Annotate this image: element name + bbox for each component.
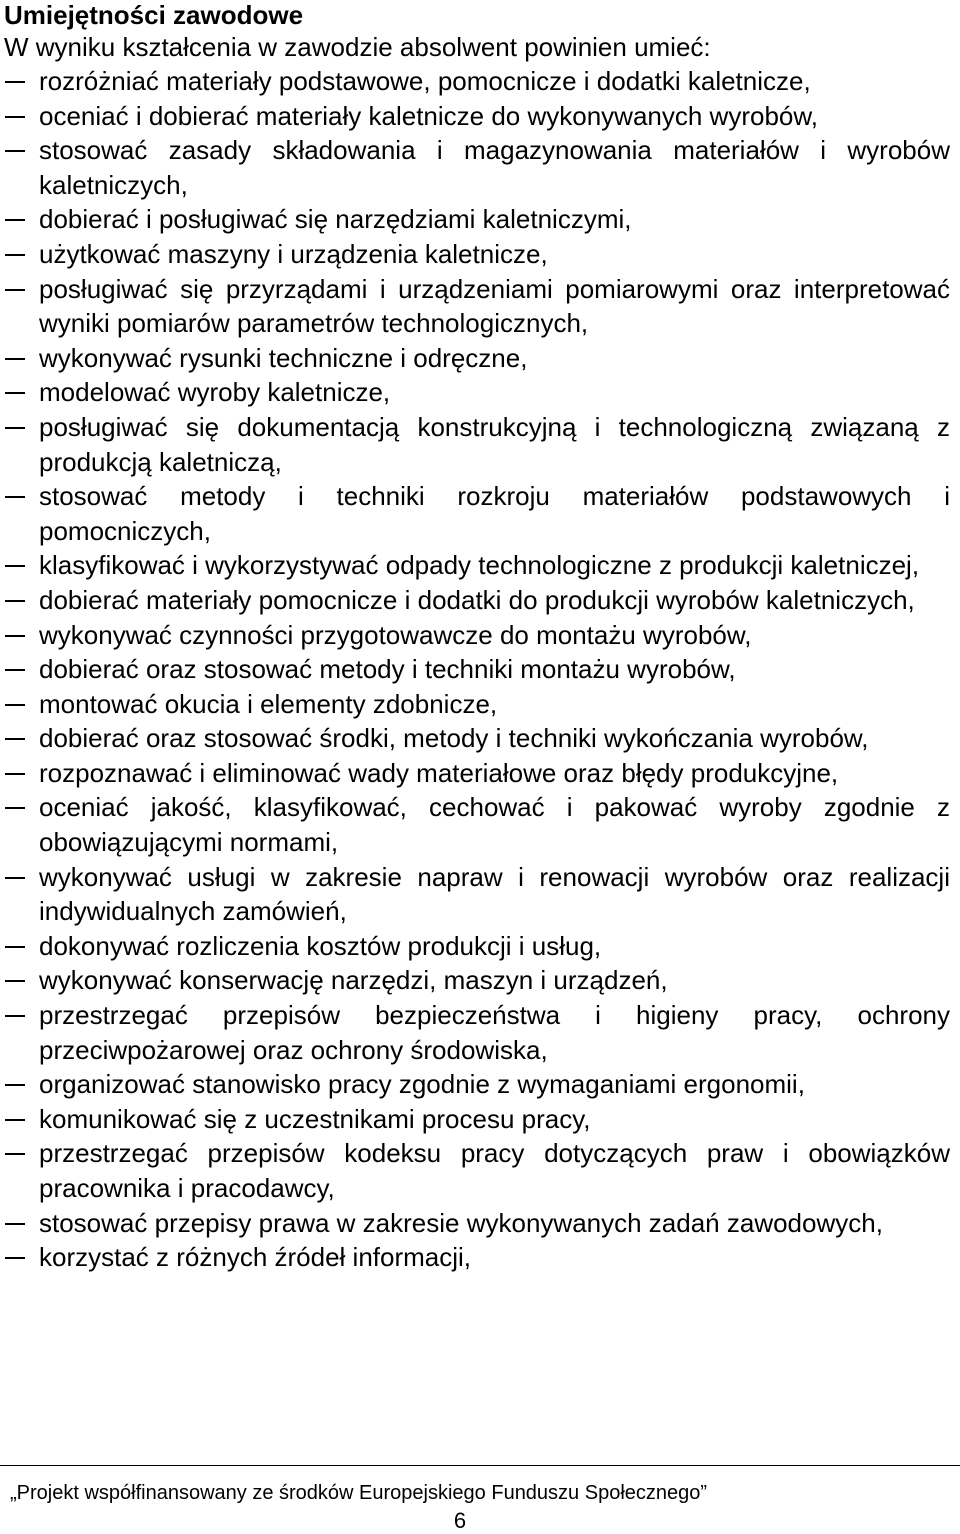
list-item: przestrzegać przepisów bezpieczeństwa i higieny pracy, ochrony przeciwpożarowej oraz ochrony środowiska,	[4, 998, 950, 1067]
list-item: organizować stanowisko pracy zgodnie z wymaganiami ergonomii,	[4, 1067, 950, 1102]
list-item: dobierać materiały pomocnicze i dodatki do produkcji wyrobów kaletniczych,	[4, 583, 950, 618]
footer-note: „Projekt współfinansowany ze środków Europejskiego Funduszu Społecznego”	[10, 1482, 708, 1504]
list-item: oceniać i dobierać materiały kaletnicze do wykonywanych wyrobów,	[4, 99, 950, 134]
skills-list	[4, 64, 950, 1275]
list-item: wykonywać usługi w zakresie napraw i renowacji wyrobów oraz realizacji indywidualnych zamówień,	[4, 860, 950, 929]
list-item: wykonywać konserwację narzędzi, maszyn i urządzeń,	[4, 963, 950, 998]
list-item: komunikować się z uczestnikami procesu pracy,	[4, 1102, 950, 1137]
footer-divider	[0, 1465, 960, 1466]
list-item: wykonywać czynności przygotowawcze do montażu wyrobów,	[4, 618, 950, 653]
list-item: użytkować maszyny i urządzenia kaletnicze,	[4, 237, 950, 272]
intro-text: W wyniku kształcenia w zawodzie absolwent powinien umieć:	[4, 32, 711, 62]
list-item: stosować metody i techniki rozkroju materiałów podstawowych i pomocniczych,	[4, 479, 950, 548]
page-number: 6	[453, 1508, 467, 1533]
list-item: klasyfikować i wykorzystywać odpady technologiczne z produkcji kaletniczej,	[4, 548, 950, 583]
list-item: przestrzegać przepisów kodeksu pracy dotyczących praw i obowiązków pracownika i pracodawcy,	[4, 1136, 950, 1205]
list-item: posługiwać się przyrządami i urządzeniami pomiarowymi oraz interpretować wyniki pomiarów parametrów technologicznych,	[4, 272, 950, 341]
list-item: posługiwać się dokumentacją konstrukcyjną i technologiczną związaną z produkcją kaletniczą,	[4, 410, 950, 479]
list-item: korzystać z różnych źródeł informacji,	[4, 1240, 950, 1275]
list-item: montować okucia i elementy zdobnicze,	[4, 687, 950, 722]
list-item: wykonywać rysunki techniczne i odręczne,	[4, 341, 950, 376]
section-heading: Umiejętności zawodowe	[4, 0, 304, 30]
list-item: dobierać oraz stosować środki, metody i techniki wykończania wyrobów,	[4, 721, 950, 756]
list-item: stosować przepisy prawa w zakresie wykonywanych zadań zawodowych,	[4, 1206, 950, 1241]
list-item: dokonywać rozliczenia kosztów produkcji i usług,	[4, 929, 950, 964]
list-item: rozróżniać materiały podstawowe, pomocnicze i dodatki kaletnicze,	[4, 64, 950, 99]
list-item: dobierać oraz stosować metody i techniki montażu wyrobów,	[4, 652, 950, 687]
list-item: dobierać i posługiwać się narzędziami kaletniczymi,	[4, 202, 950, 237]
list-item: rozpoznawać i eliminować wady materiałowe oraz błędy produkcyjne,	[4, 756, 950, 791]
list-item: modelować wyroby kaletnicze,	[4, 375, 950, 410]
list-item: oceniać jakość, klasyfikować, cechować i pakować wyroby zgodnie z obowiązującymi normami,	[4, 790, 950, 859]
document-body	[4, 0, 950, 1275]
list-item: stosować zasady składowania i magazynowania materiałów i wyrobów kaletniczych,	[4, 133, 950, 202]
